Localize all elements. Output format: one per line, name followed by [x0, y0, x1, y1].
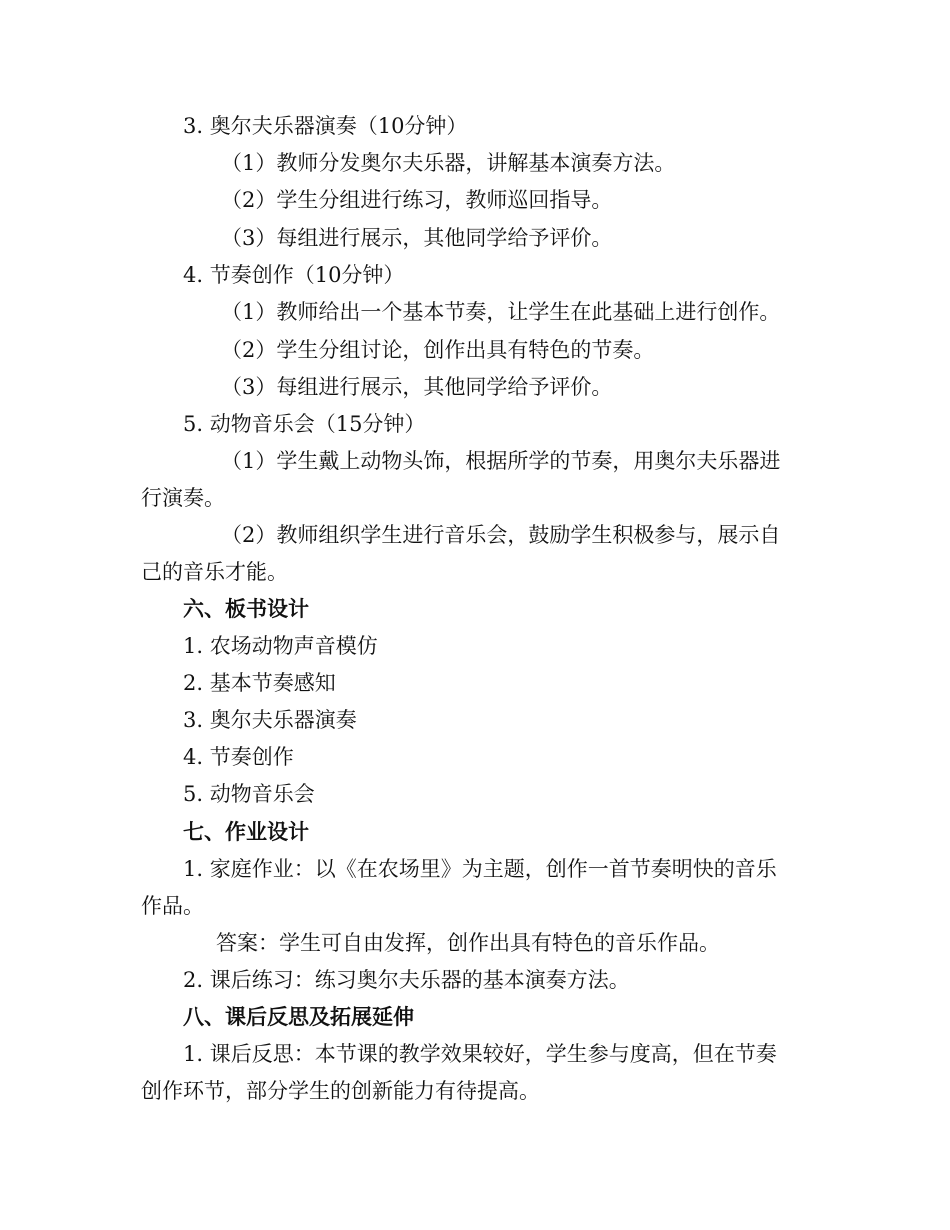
homework-2: 2. 课后练习：练习奥尔夫乐器的基本演奏方法。 [183, 968, 630, 992]
section-4-item-2: （2）学生分组讨论，创作出具有特色的节奏。 [221, 338, 655, 362]
heading-homework-design: 七、作业设计 [183, 820, 309, 844]
section-3-title: 3. 奥尔夫乐器演奏（10分钟） [183, 114, 468, 138]
reflection-1-line-1: 1. 课后反思：本节课的教学效果较好，学生参与度高，但在节奏 [183, 1042, 777, 1066]
board-item-1: 1. 农场动物声音模仿 [183, 634, 378, 658]
section-5-item-2-line-2: 己的音乐才能。 [141, 560, 288, 584]
homework-1-line-2: 作品。 [141, 894, 204, 918]
board-item-2: 2. 基本节奏感知 [183, 671, 336, 695]
heading-board-design: 六、板书设计 [183, 597, 309, 621]
board-item-4: 4. 节奏创作 [183, 745, 294, 769]
section-4-item-1: （1）教师给出一个基本节奏，让学生在此基础上进行创作。 [221, 300, 781, 324]
section-4-item-3: （3）每组进行展示，其他同学给予评价。 [221, 375, 613, 399]
section-4-title: 4. 节奏创作（10分钟） [183, 263, 405, 287]
homework-1-line-1: 1. 家庭作业：以《在农场里》为主题，创作一首节奏明快的音乐 [183, 857, 777, 881]
section-3-item-3: （3）每组进行展示，其他同学给予评价。 [221, 226, 613, 250]
section-5-item-1-line-2: 行演奏。 [141, 486, 225, 510]
section-5-item-1-line-1: （1）学生戴上动物头饰，根据所学的节奏，用奥尔夫乐器进 [221, 449, 781, 473]
reflection-1-line-2: 创作环节，部分学生的创新能力有待提高。 [141, 1079, 540, 1103]
heading-reflection: 八、课后反思及拓展延伸 [183, 1005, 414, 1029]
section-5-item-2-line-1: （2）教师组织学生进行音乐会，鼓励学生积极参与，展示自 [221, 523, 781, 547]
section-3-item-1: （1）教师分发奥尔夫乐器，讲解基本演奏方法。 [221, 151, 676, 175]
board-item-3: 3. 奥尔夫乐器演奏 [183, 708, 357, 732]
section-5-title: 5. 动物音乐会（15分钟） [183, 412, 426, 436]
section-3-item-2: （2）学生分组进行练习，教师巡回指导。 [221, 188, 613, 212]
homework-1-answer: 答案：学生可自由发挥，创作出具有特色的音乐作品。 [216, 931, 720, 955]
board-item-5: 5. 动物音乐会 [183, 782, 315, 806]
